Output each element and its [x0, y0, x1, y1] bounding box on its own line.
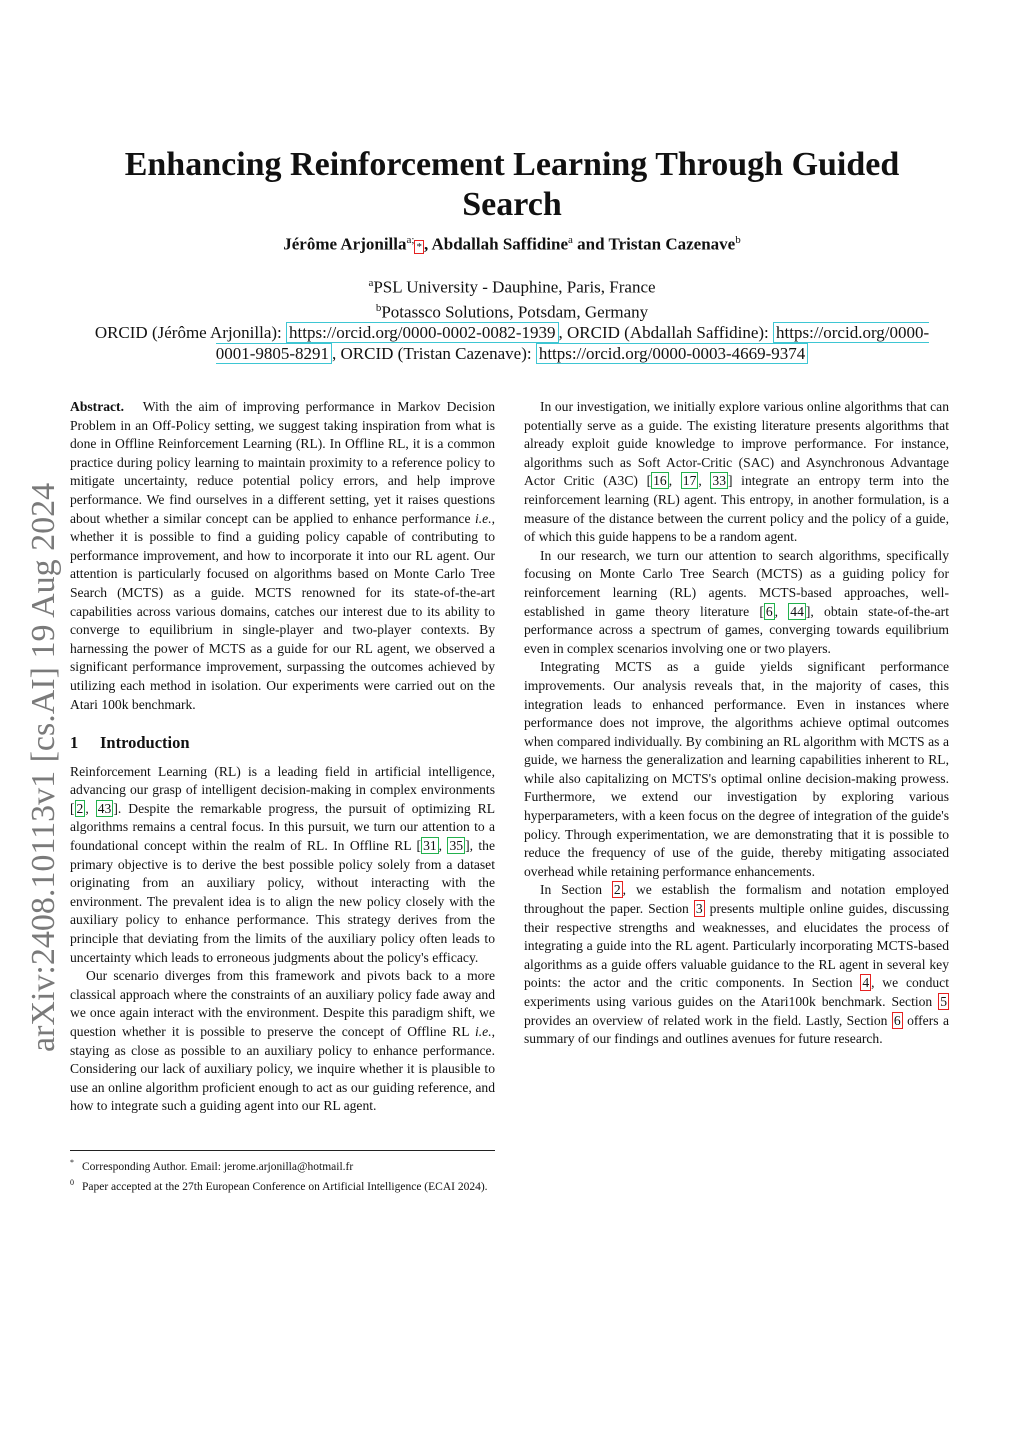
orcid-link[interactable]: https://orcid.org/0000-0002-0082-1939 — [286, 322, 558, 343]
orcid-link[interactable]: https://orcid.org/0000-0001-9805-8291 — [215, 323, 930, 364]
citation-link[interactable]: 33 — [712, 473, 726, 489]
paragraph: Our scenario diverges from this framework and pivots back to a more classical approach where the constraints of an auxiliary policy fade away and we once again interact with the environment. Despite this paradigm shift, we question whether it is possible to preserve the concept of Offline RL i.e., staying as close as possible to an auxiliary policy to enhance performance. Considering our lack of auxiliary policy, we inquire whether it is plausible to use an online algorithm proficient enough to act as our guiding reference, and how to integrate such a guiding agent into our RL agent. — [70, 968, 495, 1114]
citation-link[interactable]: 35 — [449, 838, 464, 854]
paragraph: Integrating MCTS as a guide yields significant performance improvements. Our analysis reveals that, in the majority of cases, this integration leads to enhanced performance. Even in instances where performance does not improve, the algorithms achieve optimal outcomes when compared individually. By combining an RL algorithm with MCTS as a guide, we harness the generalization and learning capabilities inherent to RL, while also capitalizing on MCTS's optimal online decision-making prowess. Furthermore, we extend our investigation by exploring various hyperparameters, with a keen focus on the degree of integration of the guide's policy. Through experimentation, we are demonstrating that it is possible to reduce the frequency of use of the guide, thereby mitigating associated overhead while retaining performance enhancements. — [524, 659, 949, 879]
author-name: Abdallah Saffidine — [431, 234, 569, 254]
paragraph: In our research, we turn our attention to search algorithms, specifically focusing on Monte Carlo Tree Search (MCTS) as a guiding policy for reinforcement learning (RL) agents. MCTS-based approaches, well-established in game theory literature [ 6 , 44 ], obtain state-of-the-art performance across a spectrum of games, converging towards equilibrium even in complex scenarios involving one or two players. — [524, 547, 949, 656]
left-column — [70, 398, 495, 1116]
right-column — [524, 398, 949, 1049]
citation-link[interactable]: 43 — [97, 800, 112, 816]
orcid-link[interactable]: https://orcid.org/0000-0003-4669-9374 — [536, 343, 808, 364]
orcid-block: ORCID (Jérôme Arjonilla): https://orcid.org/0000-0002-0082-1939 , ORCID (Abdallah Saffidine): https://orcid.org/0000-0001-9805-8291 , ORCID (Tristan Cazenave): https://orcid.org/0000-0003-4669-9374 — [94, 323, 930, 364]
section-link[interactable]: 4 — [862, 975, 870, 991]
citation-link[interactable]: 6 — [765, 603, 773, 619]
citation-link[interactable]: 31 — [423, 838, 437, 854]
section-link[interactable]: 2 — [613, 882, 621, 898]
author-name: Jérôme Arjonilla — [283, 234, 407, 254]
paper-title: Enhancing Reinforcement Learning Through Guided Search — [124, 146, 900, 223]
paragraph: In Section 2 , we establish the formalism and notation employed throughout the paper. Section 3 presents multiple online guides, discussing their respective strengths and weaknesses, and elucidates the process of integrating a guide into the RL agent. Particularly incorporating MCTS-based algorithms as a guide offers valuable guidance to the RL agent in several key points: the actor and the critic components. In Section 4 , we conduct experiments using various guides on the Atari100k benchmark. Section 5 provides an overview of related work in the field. Lastly, Section 6 offers a summary of our findings and outlines avenues for future research. — [524, 882, 949, 1047]
section-link[interactable]: 5 — [940, 994, 947, 1009]
section-link[interactable]: 3 — [695, 901, 703, 917]
paragraph: Reinforcement Learning (RL) is a leading field in artificial intelligence, advancing our grasp of intelligent decision-making in complex environments [ 2 , 43 ]. Despite the remarkable progress, the pursuit of optimizing RL algorithms remains a central focus. In this pursuit, we turn our attention to a foundational concept within the realm of RL. In Offline RL [ 31 , 35 ], the primary objective is to derive the best possible policy solely from a dataset originating from an auxiliary policy, without interacting with the environment. The prevalent idea is to align the new policy closely with the auxiliary policy to enhance performance. This strategy derives from the principle that deviating from the limits of the auxiliary policy often leads to uncertainty which leads to erroneous judgments about the policy's efficacy. — [70, 763, 495, 965]
arxiv-identifier: arXiv:2408.10113v1 [cs.AI] 19 Aug 2024 — [25, 482, 62, 1052]
citation-link[interactable]: 16 — [653, 473, 667, 489]
citation-link[interactable]: 17 — [682, 473, 697, 489]
citation-link[interactable]: 44 — [790, 603, 804, 619]
section-link[interactable]: 6 — [893, 1012, 901, 1028]
abstract: Abstract. With the aim of improving performance in Markov Decision Problem in an Off-Policy setting, we suggest taking inspiration from what is done in Offline Reinforcement Learning (RL). In Offline RL, it is a common practice during policy learning to maintain proximity to a reference policy to mitigate uncertainty, reduce potential policy errors, and help improve performance. We find ourselves in a different setting, yet it raises questions about whether a similar concept can be applied to enhance performance i.e., whether it is possible to find a guiding policy capable of contributing to performance improvement, and how to incorporate it into our RL agent. Our attention is particularly focused on algorithms based on Monte Carlo Tree Search (MCTS) as a guide. MCTS renowned for its state-of-the-art capabilities across various domains, catches our interest due to its ability to converge to equilibrium in single-player and two-player contexts. By harnessing the power of MCTS as a guide for our RL agent, we observed a significant performance improvement, surpassing the outcomes achieved by utilizing each method in isolation. Our experiments were carried out on the Atari 100k benchmark. — [70, 399, 495, 712]
affiliations: $^a$PSL University - Dauphine, Paris, France $^b$Potassco Solutions, Potsdam, Germany ORCID (Jérôme Arjonilla): https://orcid.org/0000-0002-0082-1939 , ORCID (Abdallah Saffidine): https://orcid.org/0000-0001-9805-8291 , ORCID (Tristan Cazenave): https://orcid.org/0000-0003-4669-9374 — [90, 273, 934, 364]
citation-link[interactable]: 2 — [76, 800, 84, 816]
author-list: Jérôme Arjonilla$^{a;}$* , Abdallah Saffidine$^a$ and Tristan Cazenave$^b$ — [283, 234, 741, 254]
paragraph: In our investigation, we initially explore various online algorithms that can potentially serve as a guide. The existing literature presents algorithms that already exploit guide knowledge to improve performance. For instance, algorithms such as Soft Actor-Critic (SAC) and Asynchronous Advantage Actor Critic (A3C) [ 16 , 17 , 33 ] integrate an entropy term into the reinforcement learning (RL) agent. This entropy, in another formulation, is a measure of the distance between the current policy and the policy of a guide, of which this guide happens to be a random agent. — [524, 399, 949, 545]
footnote: * Corresponding Author. Email: jerome.arjonilla@hotmail.fr — [70, 1158, 354, 1173]
footnotes — [70, 1155, 495, 1195]
footnote-divider — [70, 1150, 495, 1151]
corresponding-author-mark[interactable]: * — [416, 240, 422, 253]
author-name: Tristan Cazenave — [608, 234, 736, 254]
section-heading: 1 Introduction — [70, 733, 190, 753]
footnote: $^0$ Paper accepted at the 27th European Conference on Artificial Intelligence (ECAI 2024). — [70, 1177, 488, 1193]
